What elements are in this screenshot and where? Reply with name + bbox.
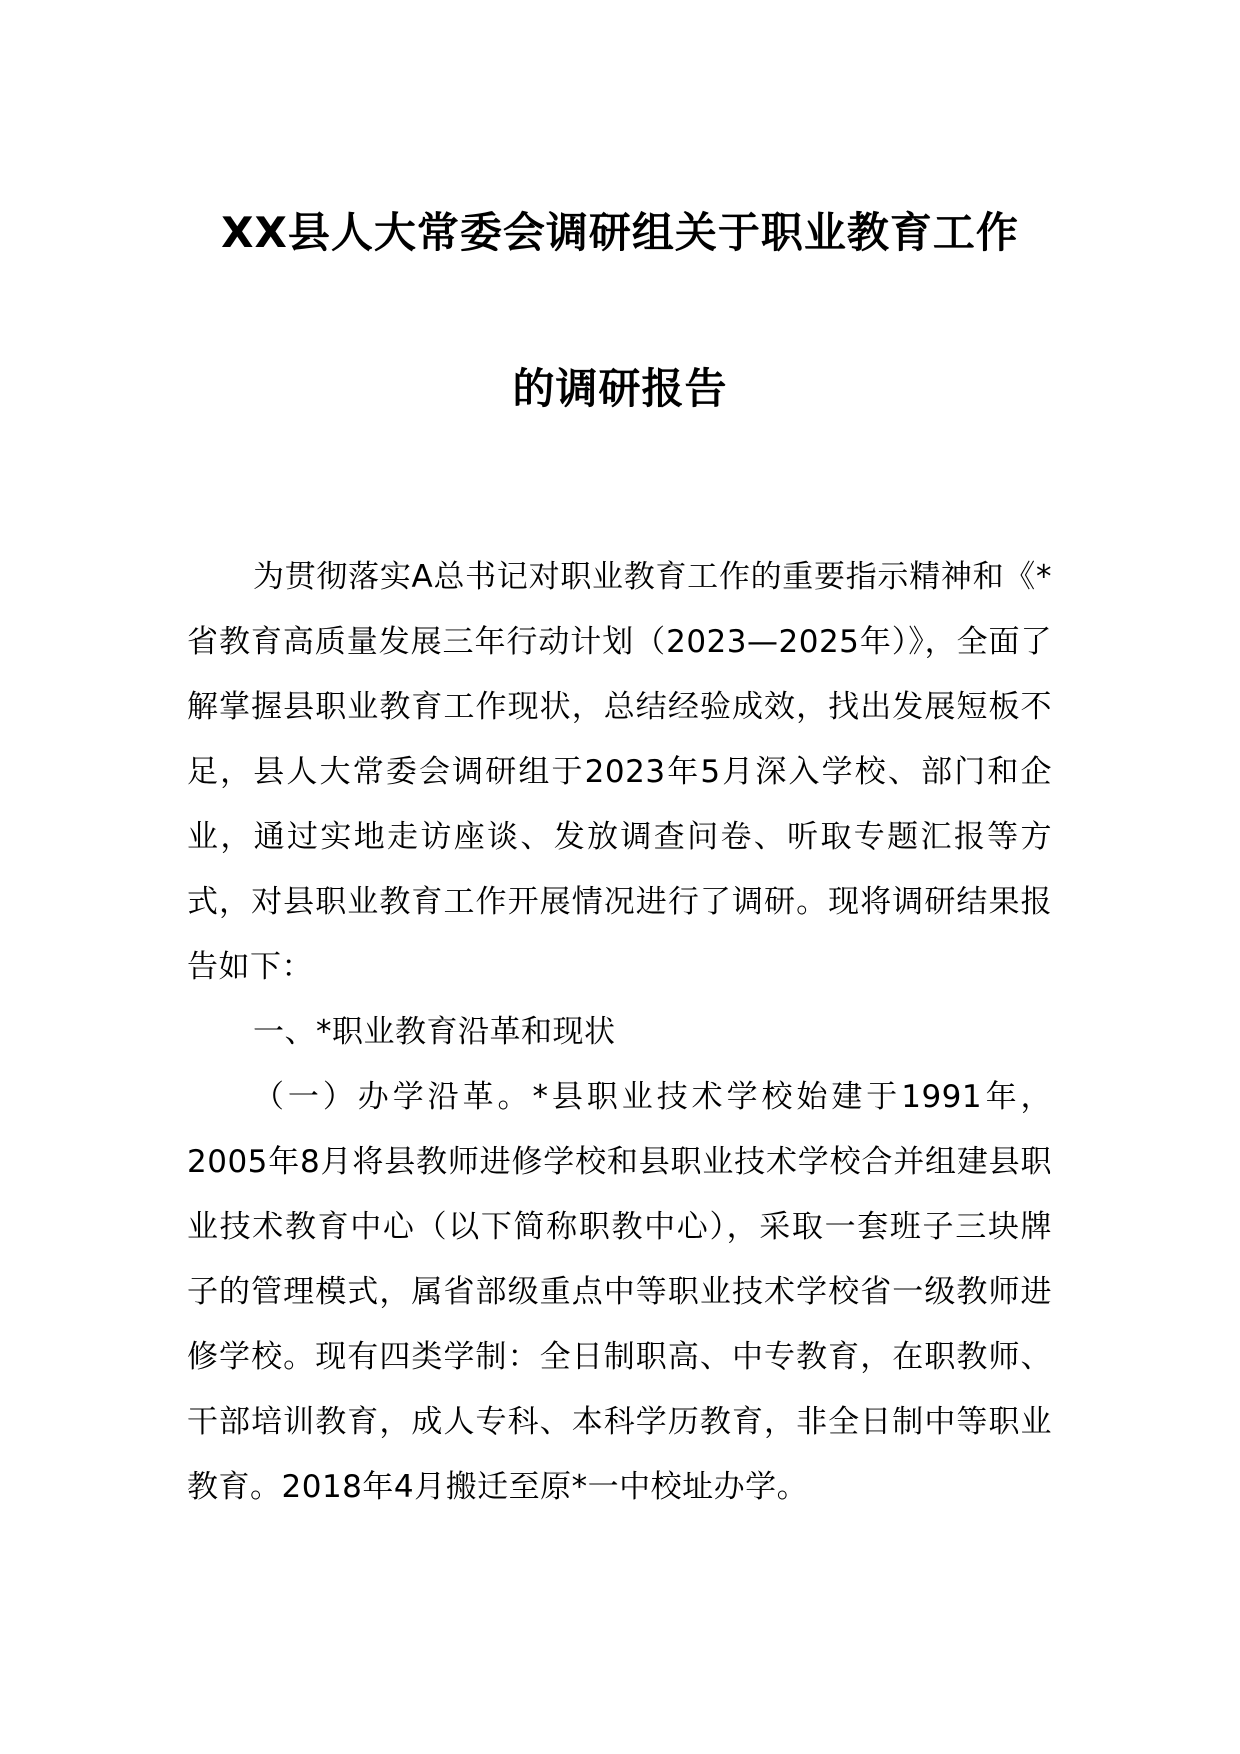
document-title-line-1: XX县人大常委会调研组关于职业教育工作 — [221, 208, 1019, 257]
section-heading-1: 一、*职业教育沿革和现状 — [253, 1014, 616, 1050]
document-body — [187, 545, 1052, 1520]
subsection-paragraph-1: （一）办学沿革。*县职业技术学校始建于1991年，2005年8月将县教师进修学校和县职业技术学校合并组建县职业技术教育中心（以下简称职教中心），采取一套班子三块牌子的管理模式，属省部级重点中等职业技术学校省一级教师进修学校。现有四类学制：全日制职高、中专教育，在职教师、干部培训教育，成人专科、本科学历教育，非全日制中等职业教育。2018年4月搬迁至原*一中校址办学。 — [187, 1079, 1052, 1505]
intro-paragraph: 为贯彻落实A总书记对职业教育工作的重要指示精神和《*省教育高质量发展三年行动计划（2023—2025年）》，全面了解掌握县职业教育工作现状，总结经验成效，找出发展短板不足，县人大常委会调研组于2023年5月深入学校、部门和企业，通过实地走访座谈、发放调查问卷、听取专题汇报等方式，对县职业教育工作开展情况进行了调研。现将调研结果报告如下： — [187, 559, 1052, 985]
document-title-line-2: 的调研报告 — [512, 364, 728, 413]
